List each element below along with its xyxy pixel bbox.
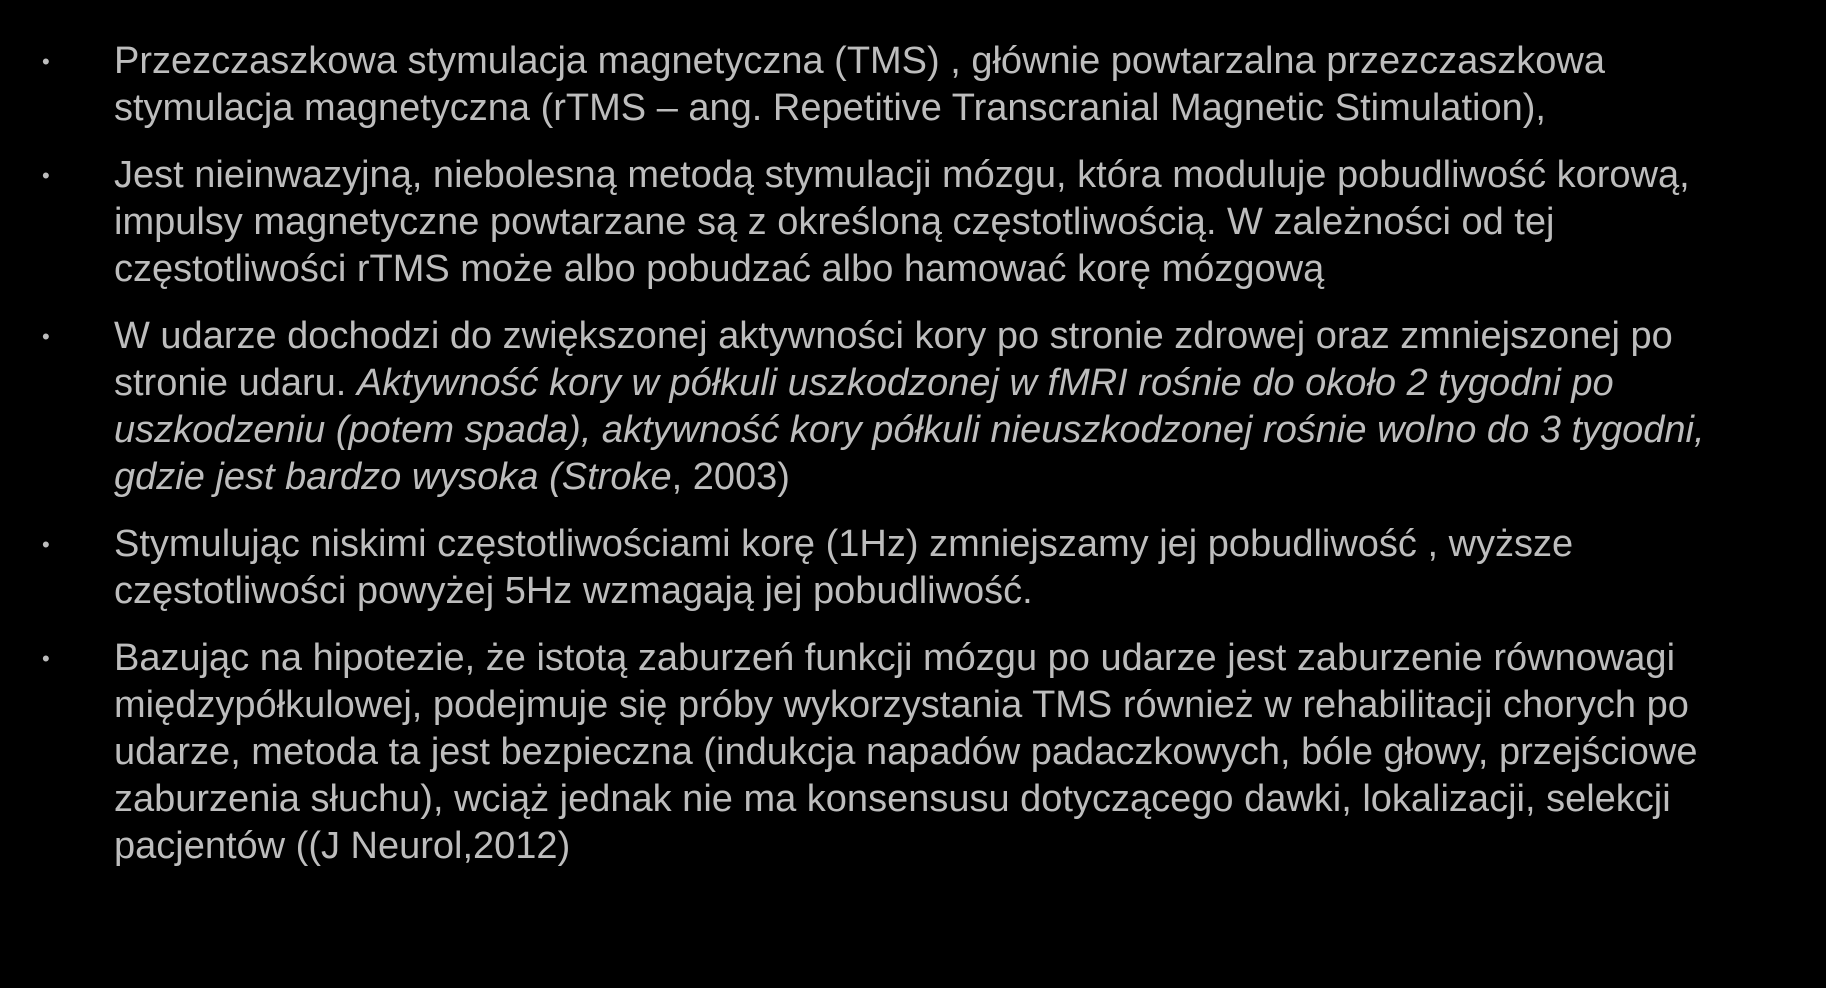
bullet-text: Bazując na hipotezie, że istotą zaburzeń funkcji mózgu po udarze jest zaburzenie równowagi międzypółkulowej, podejmuje się próby wykorzystania TMS również w rehabilitacji chorych po udarze, metoda ta jest bezpieczna (indukcja napadów padaczkowych, bóle głowy, przejściowe zaburzenia słuchu), wciąż jednak nie ma konsensusu dotyczącego dawki, lokalizacji, selekcji pacjentów ((J Neurol,2012) [114, 637, 1698, 867]
bullet-text: W udarze dochodzi do zwiększonej aktywności kory po stronie zdrowej oraz zmniejszonej po stronie udaru. [114, 315, 1673, 404]
bullet-icon: • [42, 49, 50, 74]
bullet-text-italic: Aktywność kory w półkuli uszkodzonej w fMRI rośnie do około 2 tygodni po uszkodzeniu (potem spada), aktywność kory półkuli nieuszkodzonej rośnie wolno do 3 tygodni, gdzie jest bardzo wysoka (Stroke [114, 362, 1705, 498]
bullet-text: Jest nieinwazyjną, niebolesną metodą stymulacji mózgu, która moduluje pobudliwość korową, impulsy magnetyczne powtarzane są z określoną częstotliwością. W zależności od tej częstotliwości rTMS może albo pobudzać albo hamować korę mózgową [114, 154, 1690, 290]
bullet-icon: • [42, 324, 50, 349]
bullet-icon: • [42, 532, 50, 557]
bullet-icon: • [42, 163, 50, 188]
bullet-item-tms [36, 38, 1766, 132]
bullet-item-stroke-activity [36, 313, 1766, 501]
bullet-item-hypothesis [36, 635, 1766, 870]
bullet-item-frequencies [36, 521, 1766, 615]
bullet-icon: • [42, 646, 50, 671]
bullet-text-citation: , 2003) [671, 456, 790, 498]
bullet-list [36, 38, 1766, 870]
bullet-text: Stymulując niskimi częstotliwościami korę (1Hz) zmniejszamy jej pobudliwość , wyższe częstotliwości powyżej 5Hz wzmagają jej pobudliwość. [114, 523, 1574, 612]
bullet-text: Przezczaszkowa stymulacja magnetyczna (TMS) , głównie powtarzalna przezczaszkowa stymulacja magnetyczna (rTMS – ang. Repetitive Transcranial Magnetic Stimulation), [114, 40, 1605, 129]
bullet-item-noninvasive [36, 152, 1766, 293]
